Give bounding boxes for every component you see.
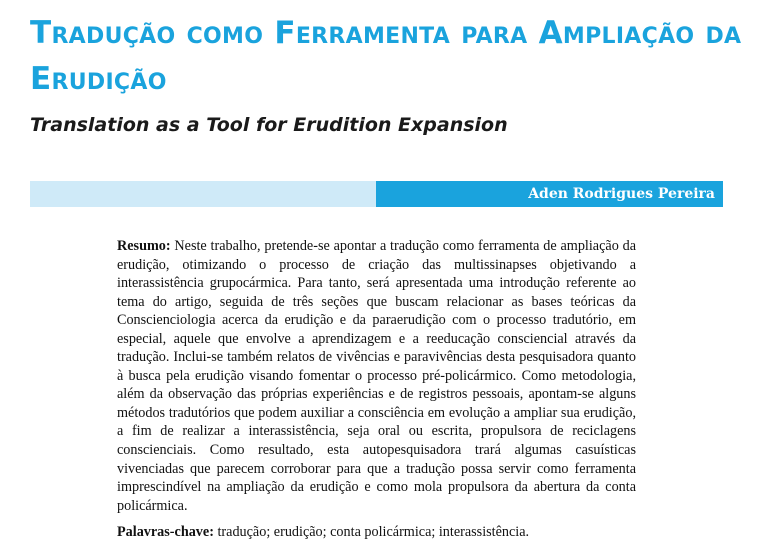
abstract (117, 237, 636, 515)
keywords-label: Palavras-chave: (117, 524, 214, 540)
article-title-portuguese: Tradução como Ferramenta para Ampliação da Erudição (30, 15, 742, 97)
author-name: Aden Rodrigues Pereira (528, 186, 715, 202)
abstract-label: Resumo: (117, 238, 171, 254)
author-bar-light-segment (30, 181, 376, 207)
keywords-text: tradução; erudição; conta policármica; interassistência. (217, 524, 530, 540)
article-title-english: Translation as a Tool for Erudition Expansion (30, 114, 508, 136)
keywords (117, 523, 636, 542)
author-bar (30, 181, 723, 207)
author-bar-dark-segment (376, 181, 723, 207)
abstract-text: Neste trabalho, pretende-se apontar a tradução como ferramenta de ampliação da erudição, otimizando o processo de criação das multissinapses objetivando a interassistência grupocármica. Para tanto, será apresentada uma introdução referente ao tema do artigo, seguida de três seções que buscam relacionar as bases teóricas da Conscienciologia acerca da erudição e da paraerudição com o processo tradutório, em especial, aquele que envolve a aprendizagem e a reeducação consciencial através da tradução. Inclui-se também relatos de vivências e paravivências desta pesquisadora quanto à busca pela erudição visando fomentar o processo pré-policármico. Como metodologia, além da observação das próprias experiências e de registros pessoais, apontam-se alguns métodos tradutórios que podem auxiliar a consciência em evolução a ampliar sua erudição, a fim de realizar a interassistência, seja oral ou escrita, propulsora de reciclagens conscienciais. Como resultado, esta autopesquisadora trará algumas casuísticas vivenciadas que parecem corroborar para que a tradução possa servir como ferramenta imprescindível na ampliação da erudição e como mola propulsora da abertura da conta policármica. (117, 238, 636, 514)
